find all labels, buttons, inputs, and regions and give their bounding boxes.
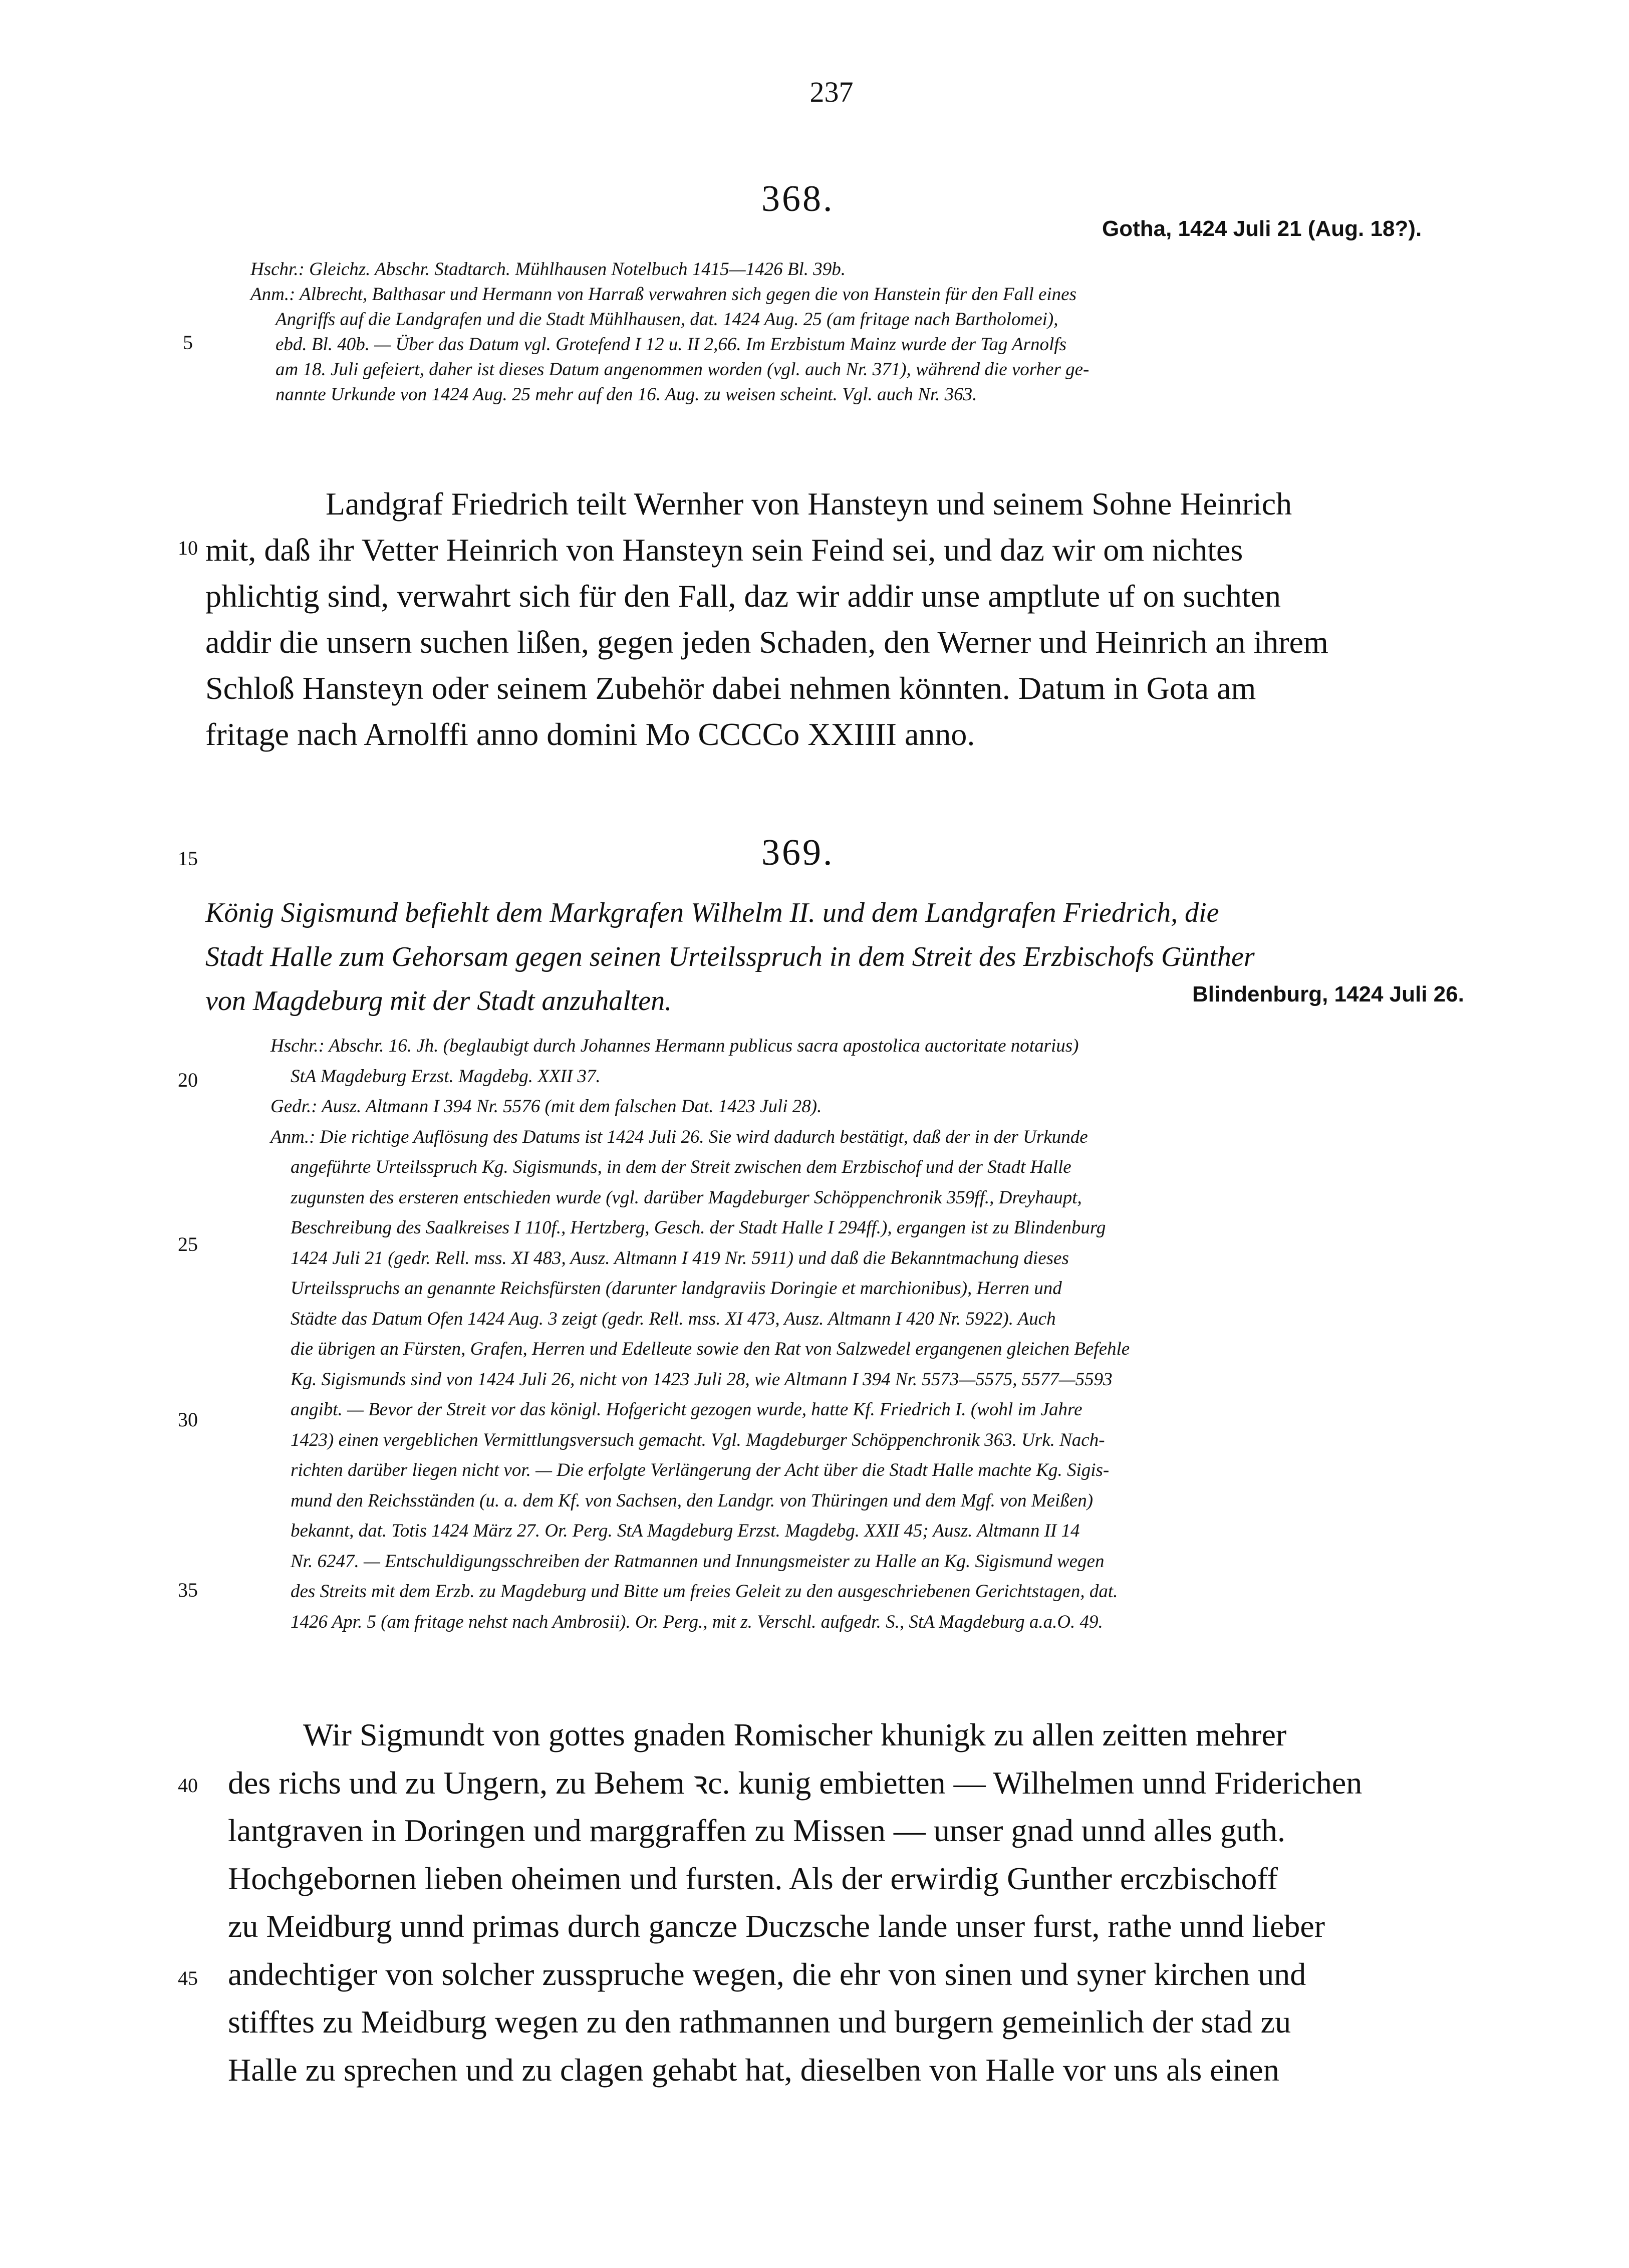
place-date-369: Blindenburg, 1424 Juli 26. — [1192, 982, 1464, 1006]
body-line: zu Meidburg unnd primas durch gancze Duczsche lande unser furst, rathe unnd lieber — [228, 1908, 1325, 1944]
note-line: 1426 Apr. 5 (am fritage nehst nach Ambrosii). Or. Perg., mit z. Verschl. aufgedr. S., StA Magdeburg a.a.O. 49. — [291, 1611, 1103, 1632]
notes-368 — [250, 257, 1089, 407]
note-line: Anm.: Die richtige Auflösung des Datums ist 1424 Juli 26. Sie wird dadurch bestätigt, daß der in der Urkunde — [270, 1126, 1088, 1147]
line-number: 20 — [178, 1069, 198, 1091]
note-line: Anm.: Albrecht, Balthasar und Hermann von Harraß verwahren sich gegen die von Hanstein für den Fall eines — [250, 284, 1076, 305]
note-line: Beschreibung des Saalkreises I 110f., Hertzberg, Gesch. der Stadt Halle I 294ff.), ergangen ist zu Blindenburg — [291, 1217, 1106, 1238]
line-number: 15 — [178, 847, 198, 870]
note-line: Gedr.: Ausz. Altmann I 394 Nr. 5576 (mit dem falschen Dat. 1423 Juli 28). — [270, 1096, 822, 1117]
body-line: Schloß Hansteyn oder seinem Zubehör dabei nehmen könnten. Datum in Gota am — [205, 670, 1256, 706]
note-line: nannte Urkunde von 1424 Aug. 25 mehr auf den 16. Aug. zu weisen scheint. Vgl. auch Nr. 363. — [276, 384, 977, 405]
note-line: angeführte Urteilsspruch Kg. Sigismunds, in dem der Streit zwischen dem Erzbischof und der Stadt Halle — [291, 1157, 1071, 1177]
line-number: 5 — [183, 331, 193, 354]
body-line: phlichtig sind, verwahrt sich für den Fall, daz wir addir unse amptlute uf on suchten — [205, 578, 1281, 614]
document-number-369: 369. — [761, 832, 835, 873]
summary-line: Stadt Halle zum Gehorsam gegen seinen Urteilsspruch in dem Streit des Erzbischofs Günther — [205, 941, 1255, 972]
note-line: 1423) einen vergeblichen Vermittlungsversuch gemacht. Vgl. Magdeburger Schöppenchronik 363. Urk. Nach- — [291, 1429, 1105, 1450]
body-line: Halle zu sprechen und zu clagen gehabt hat, dieselben von Halle vor uns als einen — [228, 2052, 1279, 2088]
body-line: andechtiger von solcher zusspruche wegen, die ehr von sinen und syner kirchen und — [228, 1956, 1306, 1992]
line-number: 40 — [178, 1774, 198, 1797]
note-line: Städte das Datum Ofen 1424 Aug. 3 zeigt (gedr. Rell. mss. XI 473, Ausz. Altmann I 420 Nr. 5922). Auch — [291, 1308, 1056, 1329]
note-line: Urteilsspruchs an genannte Reichsfürsten (darunter landgraviis Doringie et marchionibus), Herren und — [291, 1278, 1062, 1299]
note-line: angibt. — Bevor der Streit vor das königl. Hofgericht gezogen wurde, hatte Kf. Friedrich I. (wohl im Jahre — [291, 1399, 1082, 1420]
note-line: die übrigen an Fürsten, Grafen, Herren und Edelleute sowie den Rat von Salzwedel ergangenen gleichen Befehle — [291, 1339, 1130, 1359]
body-369 — [228, 1711, 1362, 2094]
note-line: Hschr.: Abschr. 16. Jh. (beglaubigt durch Johannes Hermann publicus sacra apostolica auctoritate notarius) — [270, 1036, 1079, 1056]
body-line: des richs und zu Ungern, zu Behem ꝛc. kunig embietten — Wilhelmen unnd Friderichen — [228, 1765, 1363, 1801]
note-line: des Streits mit dem Erzb. zu Magdeburg und Bitte um freies Geleit zu den ausgeschriebenen Gerichtstagen, dat. — [291, 1581, 1118, 1602]
summary-369 — [205, 891, 1255, 1023]
note-line: zugunsten des ersteren entschieden wurde (vgl. darüber Magdeburger Schöppenchronik 359ff., Dreyhaupt, — [291, 1187, 1082, 1208]
note-line: mund den Reichsständen (u. a. dem Kf. von Sachsen, den Landgr. von Thüringen und dem Mgf. von Meißen) — [291, 1490, 1094, 1511]
line-number: 10 — [178, 537, 198, 559]
note-line: bekannt, dat. Totis 1424 März 27. Or. Perg. StA Magdeburg Erzst. Magdebg. XXII 45; Ausz. Altmann II 14 — [291, 1521, 1080, 1541]
note-line: richten darüber liegen nicht vor. — Die erfolgte Verlängerung der Acht über die Stadt Halle machte Kg. Sigis- — [291, 1460, 1110, 1480]
body-line: Wir Sigmundt von gottes gnaden Romischer khunigk zu allen zeitten mehrer — [303, 1717, 1287, 1752]
summary-line: von Magdeburg mit der Stadt anzuhalten. — [205, 985, 672, 1017]
note-line: Angriffs auf die Landgrafen und die Stadt Mühlhausen, dat. 1424 Aug. 25 (am fritage nach Bartholomei), — [276, 309, 1058, 330]
note-line: Hschr.: Gleichz. Abschr. Stadtarch. Mühlhausen Notelbuch 1415—1426 Bl. 39b. — [250, 259, 846, 280]
body-line: addir die unsern suchen lißen, gegen jeden Schaden, den Werner und Heinrich an ihrem — [205, 624, 1328, 660]
page-number: 237 — [809, 76, 854, 108]
body-line: fritage nach Arnolffi anno domini Mo CCCCo XXIIII anno. — [205, 716, 975, 752]
note-line: Nr. 6247. — Entschuldigungsschreiben der Ratmannen und Innungsmeister zu Halle an Kg. Sigismund wegen — [291, 1551, 1105, 1572]
line-number: 30 — [178, 1408, 198, 1431]
body-368 — [205, 481, 1328, 758]
line-number: 35 — [178, 1579, 198, 1601]
note-line: 1424 Juli 21 (gedr. Rell. mss. XI 483, Ausz. Altmann I 419 Nr. 5911) und daß die Bekanntmachung dieses — [291, 1247, 1069, 1269]
document-number-368: 368. — [761, 178, 835, 219]
body-line: Hochgebornen lieben oheimen und fursten. Als der erwirdig Gunther erczbischoff — [228, 1860, 1278, 1896]
line-number: 25 — [178, 1233, 198, 1255]
line-number: 45 — [178, 1967, 198, 1989]
body-line: stifftes zu Meidburg wegen zu den rathmannen und burgern gemeinlich der stad zu — [228, 2004, 1291, 2040]
note-line: ebd. Bl. 40b. — Über das Datum vgl. Grotefend I 12 u. II 2,66. Im Erzbistum Mainz wurde der Tag Arnolfs — [276, 334, 1066, 355]
summary-line: König Sigismund befiehlt dem Markgrafen Wilhelm II. und dem Landgrafen Friedrich, die — [205, 897, 1219, 928]
note-line: am 18. Juli gefeiert, daher ist dieses Datum angenommen worden (vgl. auch Nr. 371), während die vorher ge- — [276, 359, 1090, 380]
place-date-368: Gotha, 1424 Juli 21 (Aug. 18?). — [1102, 216, 1422, 241]
body-line: lantgraven in Doringen und marggraffen zu Missen — unser gnad unnd alles guth. — [228, 1813, 1285, 1848]
note-line: Kg. Sigismunds sind von 1424 Juli 26, nicht von 1423 Juli 28, wie Altmann I 394 Nr. 5573—5575, 5577—5593 — [291, 1369, 1113, 1390]
body-line: mit, daß ihr Vetter Heinrich von Hansteyn sein Feind sei, und daz wir om nichtes — [205, 532, 1243, 568]
body-line: Landgraf Friedrich teilt Wernher von Hansteyn und seinem Sohne Heinrich — [326, 486, 1292, 522]
notes-369 — [270, 1031, 1130, 1637]
note-line: StA Magdeburg Erzst. Magdebg. XXII 37. — [291, 1066, 601, 1087]
